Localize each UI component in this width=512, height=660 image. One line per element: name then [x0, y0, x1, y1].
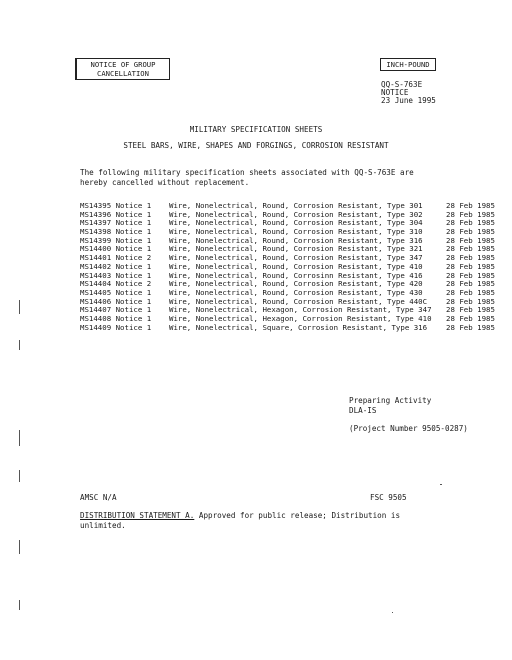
scan-mark — [19, 600, 20, 610]
spec-subtitle: STEEL BARS, WIRE, SHAPES AND FORGINGS, CORROSION RESISTANT — [123, 141, 389, 150]
sheet-id: MS14406 Notice 1 — [80, 296, 152, 306]
inch-pound-box — [380, 58, 436, 71]
sheet-date: 28 Feb 1985 — [446, 235, 495, 245]
sheet-description: Wire, Nonelectrical, Round, Corrosion Resistant, Type 420 — [169, 279, 423, 289]
sheet-date: 28 Feb 1985 — [446, 279, 495, 289]
sheet-description: Wire, Nonelectrical, Round, Corrosion Resistant, Type 310 — [169, 227, 423, 237]
document-date: 23 June 1995 — [381, 96, 436, 105]
unit-box-label: INCH-POUND — [386, 60, 430, 69]
sheet-date: 28 Feb 1985 — [446, 209, 495, 219]
sheet-id: MS14401 Notice 2 — [80, 253, 152, 263]
sheet-date: 28 Feb 1985 — [446, 227, 495, 237]
notice-box-line2: CANCELLATION — [97, 69, 149, 78]
spec-title: MILITARY SPECIFICATION SHEETS — [189, 125, 323, 134]
sheet-description: Wire, Nonelectrical, Square, Corrosion Resistant, Type 316 — [169, 322, 428, 332]
sheet-id: MS14403 Notice 1 — [80, 270, 152, 280]
sheet-date: 28 Feb 1985 — [446, 305, 495, 315]
distribution-statement — [80, 511, 420, 531]
distribution-label: DISTRIBUTION STATEMENT A. — [80, 511, 195, 520]
sheet-description: Wire, Nonelectrical, Round, Corrosion Resistant, Type 321 — [169, 244, 423, 254]
sheet-id: MS14405 Notice 1 — [80, 287, 152, 297]
fsc-code: FSC 9505 — [370, 493, 407, 502]
sheet-date: 28 Feb 1985 — [446, 201, 495, 210]
sheet-id: MS14408 Notice 1 — [80, 313, 152, 323]
sheet-id: MS14407 Notice 1 — [80, 305, 152, 315]
sheet-id: MS14400 Notice 1 — [80, 244, 152, 254]
sheet-id: MS14397 Notice 1 — [80, 218, 152, 228]
scan-mark — [19, 470, 20, 482]
scan-mark — [440, 484, 442, 485]
sheet-description: Wire, Nonelectrical, Round, Corrosion Resistant, Type 304 — [169, 218, 423, 228]
sheet-row — [80, 324, 500, 333]
sheet-date: 28 Feb 1985 — [446, 322, 495, 332]
sheet-date: 28 Feb 1985 — [446, 287, 495, 297]
sheet-id: MS14396 Notice 1 — [80, 209, 152, 219]
distribution-text: Approved for public release; Distribution is unlimited. — [80, 511, 401, 530]
sheet-description: Wire, Nonelectrical, Hexagon, Corrosion Resistant, Type 347 — [169, 305, 432, 315]
sheet-description: Wire, Nonelectrical, Round, Corrosion Resistant, Type 347 — [169, 253, 423, 263]
preparing-activity-org: DLA-IS — [349, 406, 377, 415]
sheet-date: 28 Feb 1985 — [446, 270, 495, 280]
sheet-id: MS14404 Notice 2 — [80, 279, 152, 289]
sheet-id: MS14399 Notice 1 — [80, 235, 152, 245]
document-notice: NOTICE — [381, 88, 409, 97]
sheet-date: 28 Feb 1985 — [446, 244, 495, 254]
document-id: QQ-S-763E — [381, 80, 423, 89]
sheet-date: 28 Feb 1985 — [446, 218, 495, 228]
cancelled-sheet-list — [80, 202, 500, 332]
sheet-id: MS14409 Notice 1 — [80, 322, 152, 332]
preparing-activity-label: Preparing Activity — [349, 396, 432, 405]
sheet-id: MS14398 Notice 1 — [80, 227, 152, 237]
sheet-description: Wire, Nonelectrical, Round, Corrosion Resistant, Type 302 — [169, 209, 423, 219]
scan-mark — [19, 430, 20, 446]
scan-mark — [392, 612, 393, 613]
project-number: (Project Number 9505-0287) — [349, 424, 468, 433]
sheet-id: MS14402 Notice 1 — [80, 261, 152, 271]
sheet-date: 28 Feb 1985 — [446, 261, 495, 271]
sheet-description: Wire, Nonelectrical, Round, Corrosion Resistant, Type 440C — [169, 296, 428, 306]
notice-box-line1: NOTICE OF GROUP — [90, 60, 156, 69]
amsc-code: AMSC N/A — [80, 493, 117, 502]
sheet-date: 28 Feb 1985 — [446, 253, 495, 263]
sheet-description: Wire, Nonelectrical, Round, Corrosinn Resistant, Type 416 — [169, 270, 423, 280]
notice-of-group-cancellation-box — [75, 58, 170, 80]
scan-mark — [19, 340, 20, 350]
sheet-description: Wire, Nonelectrical, Round, Corrosion Resistant, Type 430 — [169, 287, 423, 297]
sheet-description: Wire, Nonelectrical, Hexagon, Corrosion Resistant, Type 410 — [169, 313, 432, 323]
scan-mark — [19, 300, 20, 314]
sheet-id: MS14395 Notice 1 — [80, 201, 152, 210]
intro-paragraph: The following military specification sheets associated with QQ-S-763E are hereby cancelled without replacement. — [80, 168, 414, 187]
sheet-date: 28 Feb 1985 — [446, 296, 495, 306]
sheet-description: Wire, Nonelectrical, Round, Corrosion Resistant, Type 410 — [169, 261, 423, 271]
sheet-description: Wire, Nonelectrical, Round, Corrosion Resistant, Type 301 — [169, 201, 423, 210]
sheet-description: Wire, Nonelectrical, Round, Corrosion Resistant, Type 316 — [169, 235, 423, 245]
scan-mark — [19, 540, 20, 554]
sheet-date: 28 Feb 1985 — [446, 313, 495, 323]
